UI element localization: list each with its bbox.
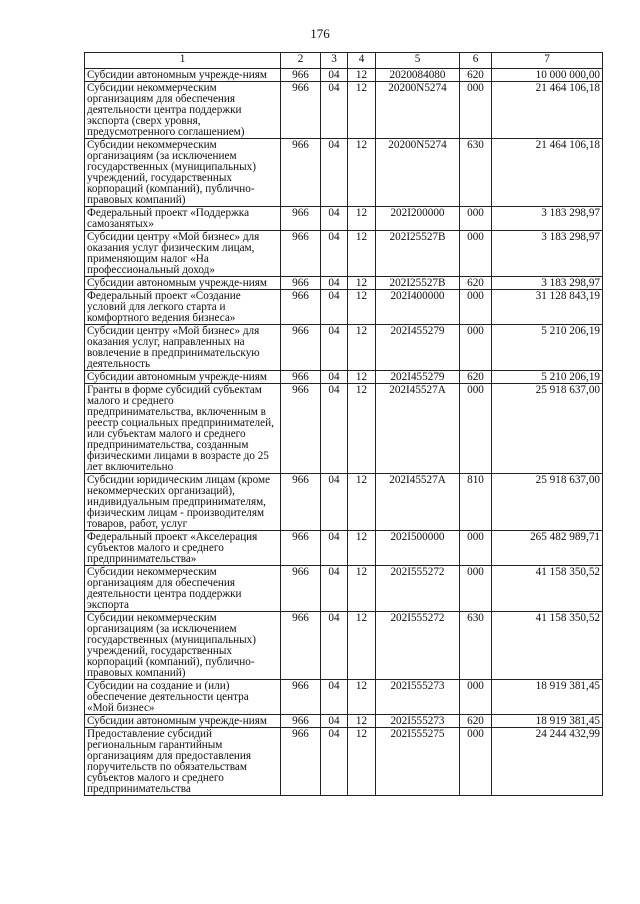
cell-code-4: 12	[348, 384, 376, 474]
column-header-6: 6	[460, 53, 492, 69]
cell-name: Субсидии некоммерческим организациям (за исключением государственных (муниципальных) учреждений, государственных корпораций (компаний), публично-правовых компаний)	[85, 612, 281, 680]
cell-name: Субсидии автономным учрежде-ниям	[85, 371, 281, 384]
cell-name: Субсидии некоммерческим организациям для обеспечения деятельности центра поддержки экспорта	[85, 566, 281, 612]
cell-code-3: 04	[321, 728, 348, 796]
table-row	[85, 371, 603, 384]
cell-name: Субсидии некоммерческим организациям (за исключением государственных (муниципальных) учреждений, государственных корпораций (компаний), публично-правовых компаний)	[85, 139, 281, 207]
cell-code-3: 04	[321, 474, 348, 531]
cell-code-2: 966	[281, 384, 321, 474]
table-row	[85, 207, 603, 231]
cell-code-5: 202I25527B	[376, 277, 460, 290]
cell-code-6: 620	[460, 371, 492, 384]
cell-amount: 18 919 381,45	[492, 680, 603, 715]
cell-code-3: 04	[321, 384, 348, 474]
cell-code-5: 202I555272	[376, 566, 460, 612]
cell-code-2: 966	[281, 715, 321, 728]
table-row	[85, 680, 603, 715]
table-row	[85, 715, 603, 728]
cell-amount: 5 210 206,19	[492, 371, 603, 384]
cell-code-5: 202I200000	[376, 207, 460, 231]
cell-name: Федеральный проект «Акселерация субъектов малого и среднего предпринимательства»	[85, 531, 281, 566]
cell-code-4: 12	[348, 531, 376, 566]
cell-code-3: 04	[321, 290, 348, 325]
cell-amount: 41 158 350,52	[492, 612, 603, 680]
cell-code-2: 966	[281, 371, 321, 384]
cell-code-3: 04	[321, 82, 348, 139]
cell-code-3: 04	[321, 680, 348, 715]
cell-amount: 25 918 637,00	[492, 384, 603, 474]
cell-code-6: 000	[460, 384, 492, 474]
cell-name: Субсидии центру «Мой бизнес» для оказания услуг физическим лицам, применяющим налог «На профессиональный доход»	[85, 231, 281, 277]
table-row	[85, 531, 603, 566]
cell-code-5: 202I555272	[376, 612, 460, 680]
cell-code-5: 2020084080	[376, 69, 460, 82]
table-row	[85, 277, 603, 290]
cell-code-2: 966	[281, 231, 321, 277]
cell-code-5: 202I455279	[376, 371, 460, 384]
cell-code-5: 202I25527B	[376, 231, 460, 277]
cell-code-3: 04	[321, 231, 348, 277]
cell-amount: 25 918 637,00	[492, 474, 603, 531]
cell-amount: 21 464 106,18	[492, 139, 603, 207]
cell-code-3: 04	[321, 325, 348, 371]
cell-code-6: 000	[460, 728, 492, 796]
cell-code-4: 12	[348, 207, 376, 231]
table-row	[85, 728, 603, 796]
table-row	[85, 384, 603, 474]
cell-code-6: 000	[460, 82, 492, 139]
cell-code-4: 12	[348, 82, 376, 139]
cell-code-4: 12	[348, 474, 376, 531]
table-row	[85, 82, 603, 139]
table-body	[85, 69, 603, 796]
cell-name: Субсидии центру «Мой бизнес» для оказания услуг, направленных на вовлечение в предпринимательскую деятельность	[85, 325, 281, 371]
cell-code-4: 12	[348, 290, 376, 325]
cell-name: Субсидии автономным учрежде-ниям	[85, 277, 281, 290]
cell-code-3: 04	[321, 371, 348, 384]
cell-code-2: 966	[281, 277, 321, 290]
cell-name: Предоставление субсидий региональным гарантийным организациям для предоставления поручительств по обязательствам субъектов малого и среднего предпринимательства	[85, 728, 281, 796]
cell-code-4: 12	[348, 612, 376, 680]
cell-code-4: 12	[348, 277, 376, 290]
cell-name: Федеральный проект «Поддержка самозанятых»	[85, 207, 281, 231]
cell-code-6: 000	[460, 566, 492, 612]
cell-code-2: 966	[281, 139, 321, 207]
cell-amount: 10 000 000,00	[492, 69, 603, 82]
cell-code-4: 12	[348, 69, 376, 82]
cell-code-5: 202I555273	[376, 715, 460, 728]
column-header-5: 5	[376, 53, 460, 69]
cell-code-5: 202I45527A	[376, 384, 460, 474]
cell-code-3: 04	[321, 69, 348, 82]
cell-code-5: 202I555275	[376, 728, 460, 796]
column-header-7: 7	[492, 53, 603, 69]
cell-code-2: 966	[281, 728, 321, 796]
cell-amount: 18 919 381,45	[492, 715, 603, 728]
cell-code-6: 620	[460, 715, 492, 728]
cell-name: Субсидии на создание и (или) обеспечение деятельности центра «Мой бизнес»	[85, 680, 281, 715]
cell-code-2: 966	[281, 69, 321, 82]
cell-code-5: 202I455279	[376, 325, 460, 371]
cell-code-3: 04	[321, 715, 348, 728]
cell-code-2: 966	[281, 566, 321, 612]
cell-name: Субсидии автономным учрежде-ниям	[85, 715, 281, 728]
cell-code-2: 966	[281, 325, 321, 371]
cell-name: Гранты в форме субсидий субъектам малого и среднего предпринимательства, включенным в реестр социальных предпринимателей, или субъектам малого и среднего предпринимательства, созданным физическими лицами в возрасте до 25 лет включительно	[85, 384, 281, 474]
cell-code-4: 12	[348, 728, 376, 796]
cell-code-5: 202I400000	[376, 290, 460, 325]
cell-code-4: 12	[348, 231, 376, 277]
cell-code-2: 966	[281, 82, 321, 139]
cell-code-6: 620	[460, 277, 492, 290]
column-header-4: 4	[348, 53, 376, 69]
cell-code-4: 12	[348, 566, 376, 612]
cell-code-5: 20200N5274	[376, 82, 460, 139]
cell-code-2: 966	[281, 612, 321, 680]
cell-name: Субсидии юридическим лицам (кроме некоммерческих организаций), индивидуальным предпринимателям, физическим лицам - производителям товаров, работ, услуг	[85, 474, 281, 531]
cell-code-4: 12	[348, 715, 376, 728]
cell-code-2: 966	[281, 531, 321, 566]
table-header	[85, 53, 603, 69]
cell-amount: 21 464 106,18	[492, 82, 603, 139]
cell-code-3: 04	[321, 566, 348, 612]
column-header-1: 1	[85, 53, 281, 69]
table-row	[85, 290, 603, 325]
cell-code-6: 000	[460, 325, 492, 371]
table-row	[85, 231, 603, 277]
cell-code-6: 000	[460, 207, 492, 231]
cell-code-3: 04	[321, 277, 348, 290]
cell-name: Федеральный проект «Создание условий для легкого старта и комфортного ведения бизнеса»	[85, 290, 281, 325]
header-row	[85, 53, 603, 69]
cell-code-6: 000	[460, 680, 492, 715]
cell-code-2: 966	[281, 207, 321, 231]
cell-code-5: 202I45527A	[376, 474, 460, 531]
cell-amount: 31 128 843,19	[492, 290, 603, 325]
table-row	[85, 69, 603, 82]
cell-name: Субсидии автономным учрежде-ниям	[85, 69, 281, 82]
cell-code-5: 202I500000	[376, 531, 460, 566]
cell-code-4: 12	[348, 325, 376, 371]
column-header-3: 3	[321, 53, 348, 69]
cell-amount: 41 158 350,52	[492, 566, 603, 612]
cell-code-6: 000	[460, 231, 492, 277]
cell-code-4: 12	[348, 680, 376, 715]
cell-code-3: 04	[321, 612, 348, 680]
cell-code-3: 04	[321, 207, 348, 231]
cell-name: Субсидии некоммерческим организациям для обеспечения деятельности центра поддержки экспорта (сверх уровня, предусмотренного соглашением)	[85, 82, 281, 139]
cell-code-6: 000	[460, 531, 492, 566]
cell-code-3: 04	[321, 139, 348, 207]
table-row	[85, 139, 603, 207]
table-row	[85, 612, 603, 680]
table-row	[85, 325, 603, 371]
cell-amount: 265 482 989,71	[492, 531, 603, 566]
cell-code-2: 966	[281, 290, 321, 325]
cell-code-2: 966	[281, 680, 321, 715]
cell-code-6: 620	[460, 69, 492, 82]
cell-code-6: 810	[460, 474, 492, 531]
cell-code-3: 04	[321, 531, 348, 566]
cell-code-6: 000	[460, 290, 492, 325]
cell-code-4: 12	[348, 371, 376, 384]
cell-amount: 3 183 298,97	[492, 277, 603, 290]
cell-amount: 5 210 206,19	[492, 325, 603, 371]
table-row	[85, 474, 603, 531]
page-number: 176	[310, 26, 330, 41]
cell-amount: 3 183 298,97	[492, 231, 603, 277]
cell-code-5: 202I555273	[376, 680, 460, 715]
cell-code-6: 630	[460, 612, 492, 680]
cell-amount: 3 183 298,97	[492, 207, 603, 231]
cell-amount: 24 244 432,99	[492, 728, 603, 796]
cell-code-4: 12	[348, 139, 376, 207]
cell-code-6: 630	[460, 139, 492, 207]
table-row	[85, 566, 603, 612]
budget-table	[84, 52, 603, 796]
cell-code-5: 20200N5274	[376, 139, 460, 207]
column-header-2: 2	[281, 53, 321, 69]
cell-code-2: 966	[281, 474, 321, 531]
